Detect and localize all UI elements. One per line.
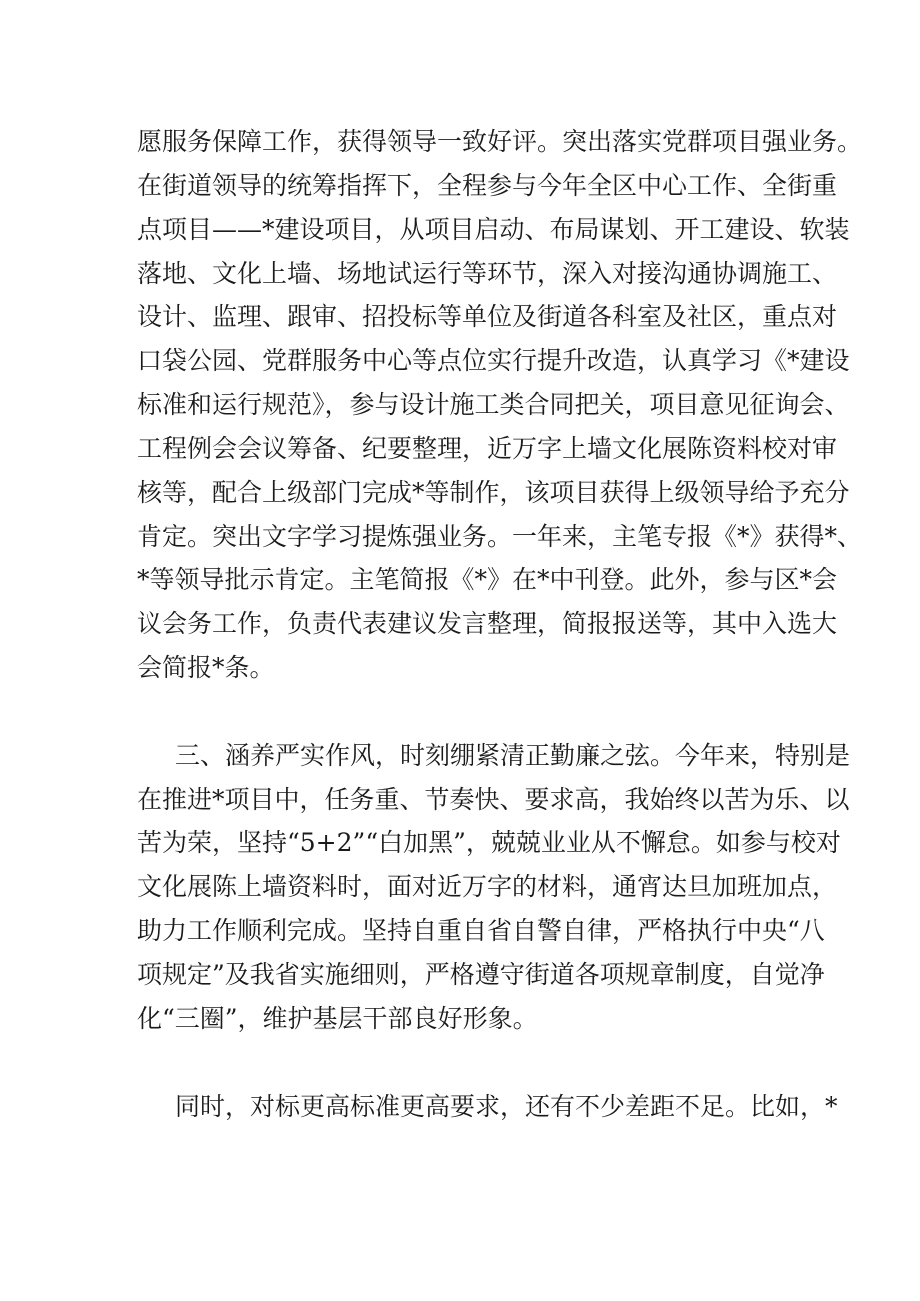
text-line: 三、涵养严实作风，时刻绷紧清正勤廉之弦。今年来，特别是 bbox=[175, 741, 851, 770]
text-line: 工程例会会议筹备、纪要整理，近万字上墙文化展陈资料校对审 bbox=[137, 434, 838, 463]
text-line: 文化展陈上墙资料时，面对近万字的材料，通宵达旦加班加点， bbox=[137, 872, 838, 901]
text-line: 肯定。突出文字学习提炼强业务。一年来，主笔专报《*》获得*、 bbox=[137, 522, 863, 551]
text-line: 口袋公园、党群服务中心等点位实行提升改造，认真学习《*建设 bbox=[137, 346, 850, 375]
text-line: 标准和运行规范》，参与设计施工类合同把关，项目意见征询会、 bbox=[137, 390, 850, 419]
text-line: 落地、文化上墙、场地试运行等环节，深入对接沟通协调施工、 bbox=[137, 259, 838, 288]
text-line: 化“三圈”，维护基层干部良好形象。 bbox=[137, 1004, 538, 1033]
text-line: 点项目——*建设项目，从项目启动、布局谋划、开工建设、软装 bbox=[137, 215, 850, 244]
text-line: 设计、监理、跟审、招投标等单位及街道各科室及社区，重点对 bbox=[137, 302, 838, 331]
text-line: 在推进*项目中，任务重、节奏快、要求高，我始终以苦为乐、以 bbox=[137, 785, 850, 814]
text-line: 助力工作顺利完成。坚持自重自省自警自律，严格执行中央“八 bbox=[137, 916, 825, 945]
text-line: 项规定”及我省实施细则，严格遵守街道各项规章制度，自觉净 bbox=[137, 960, 825, 989]
text-line: 议会务工作，负责代表建议发言整理，简报报送等，其中入选大 bbox=[137, 609, 838, 638]
text-line: 会简报*条。 bbox=[137, 653, 275, 682]
text-line: 核等，配合上级部门完成*等制作，该项目获得上级领导给予充分 bbox=[137, 478, 850, 507]
text-line: 在街道领导的统筹指挥下，全程参与今年全区中心工作、全街重 bbox=[137, 171, 838, 200]
text-line: 苦为荣，坚持“5+2”“白加黑”，兢兢业业从不懈怠。如参与校对 bbox=[137, 828, 841, 857]
text-line: 愿服务保障工作，获得领导一致好评。突出落实党群项目强业务。 bbox=[137, 127, 863, 156]
text-line: 同时，对标更高标准更高要求，还有不少差距不足。比如，* bbox=[175, 1092, 838, 1121]
text-line: *等领导批示肯定。主笔简报《*》在*中刊登。此外，参与区*会 bbox=[137, 565, 838, 594]
